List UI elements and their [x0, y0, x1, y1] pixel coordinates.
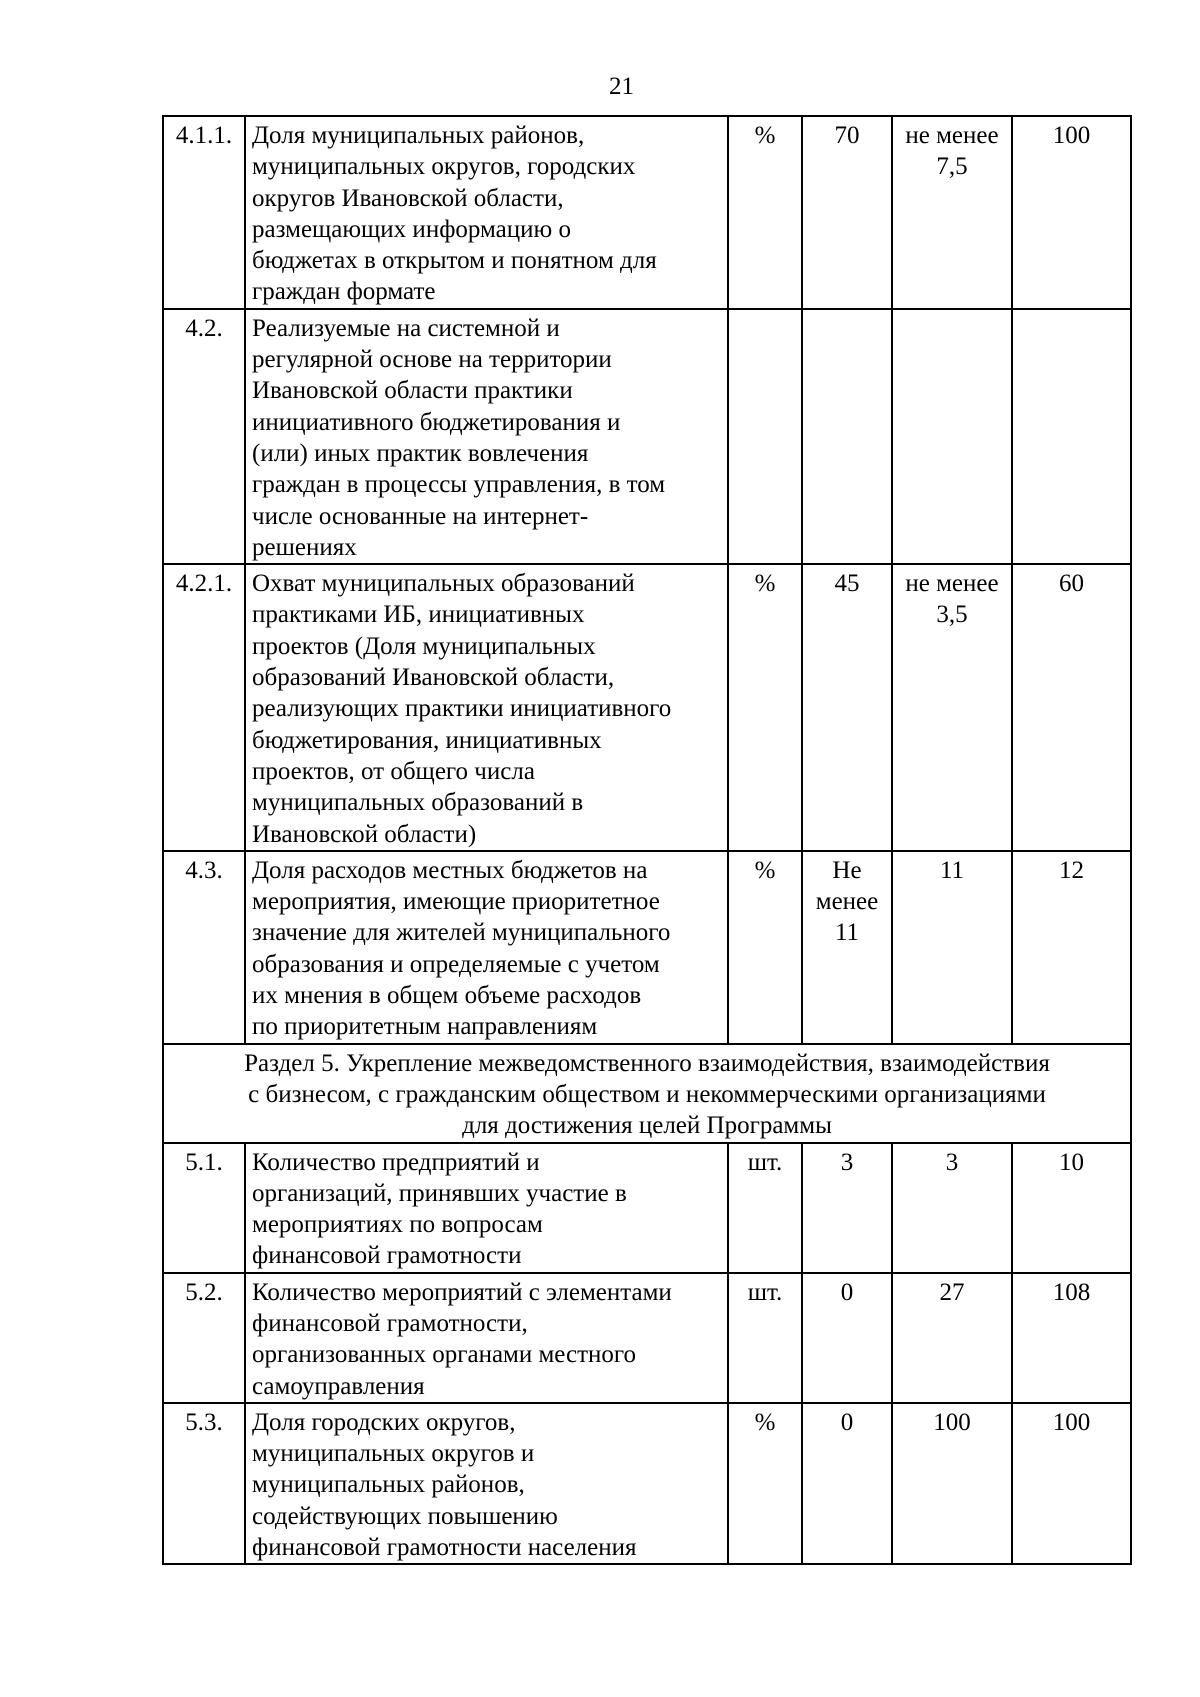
row-number-cell: 4.2.1.	[163, 564, 245, 851]
indicator-name-line: мероприятия, имеющие приоритетное	[252, 888, 660, 916]
indicator-name-line: бюджетах в открытом и понятном для	[252, 247, 657, 275]
interim-value-line: 11	[939, 856, 965, 884]
section-title-line: Раздел 5. Укрепление межведомственного взаимодействия, взаимодействия	[244, 1049, 1050, 1077]
table-row	[163, 1143, 1131, 1273]
target-value-line: 12	[1059, 856, 1084, 884]
indicator-name-line: инициативного бюджетирования и	[252, 408, 621, 436]
row-number-cell: 5.3.	[163, 1403, 245, 1564]
interim-value-cell	[892, 1273, 1012, 1403]
target-value-cell	[1012, 309, 1131, 564]
indicator-name-line: образований Ивановской области,	[252, 664, 615, 692]
indicator-name-line: по приоритетным направлениям	[252, 1013, 598, 1041]
indicator-name-line: самоуправления	[252, 1372, 425, 1400]
indicator-name-line: муниципальных районов,	[252, 1471, 525, 1499]
indicator-name-line: Ивановской области)	[252, 820, 477, 848]
indicator-name-line: финансовой грамотности,	[252, 1309, 528, 1337]
indicator-name-line: числе основанные на интернет-	[252, 502, 589, 530]
unit-cell: %	[728, 1403, 802, 1564]
base-value-line: 45	[834, 570, 860, 598]
base-value-line: 3	[840, 1148, 854, 1176]
indicator-name-line: организаций, принявших участие в	[252, 1179, 627, 1207]
indicator-name-line: Охват муниципальных образований	[252, 570, 635, 598]
table-row	[163, 1403, 1131, 1564]
unit-cell: шт.	[728, 1273, 802, 1403]
interim-value-line: не менее	[905, 122, 999, 149]
indicator-name-line: организованных органами местного	[252, 1341, 637, 1369]
interim-value-line: не менее	[905, 570, 999, 598]
interim-value-cell	[892, 564, 1012, 851]
base-value-cell	[802, 309, 892, 564]
target-value-cell	[1012, 564, 1131, 851]
indicator-name-cell	[245, 1143, 728, 1273]
section-title	[163, 1044, 1131, 1143]
indicator-name-line: размещающих информацию о	[252, 215, 571, 243]
indicator-name-line: практиками ИБ, инициативных	[252, 601, 585, 629]
indicator-name-line: муниципальных округов и	[252, 1440, 535, 1468]
indicator-name-cell	[245, 1273, 728, 1403]
table-row	[163, 564, 1131, 851]
unit-cell: %	[728, 851, 802, 1044]
indicator-name-cell	[245, 1403, 728, 1564]
indicator-name-line: Доля расходов местных бюджетов на	[252, 856, 648, 884]
target-value-cell	[1012, 851, 1131, 1044]
base-value-line: 11	[834, 919, 860, 947]
base-value-cell	[802, 1403, 892, 1564]
interim-value-cell	[892, 1143, 1012, 1273]
indicator-name-cell	[245, 564, 728, 851]
interim-value-line: 3,5	[936, 601, 968, 629]
row-number-cell: 4.2.	[163, 309, 245, 564]
indicator-name-line: муниципальных округов, городских	[252, 153, 636, 181]
indicator-name-cell	[245, 851, 728, 1044]
indicator-name-line: реализующих практики инициативного	[252, 695, 672, 723]
indicator-name-line: Доля муниципальных районов,	[252, 122, 585, 149]
row-number-cell: 5.1.	[163, 1143, 245, 1273]
indicator-name-line: регулярной основе на территории	[252, 346, 612, 374]
indicator-name-line: бюджетирования, инициативных	[252, 726, 602, 754]
indicators-table	[162, 115, 1132, 1565]
target-value-line: 100	[1052, 1408, 1091, 1436]
section-title-line: с бизнесом, с гражданским обществом и некоммерческими организациями	[248, 1080, 1046, 1108]
base-value-cell	[802, 116, 892, 309]
base-value-line: 0	[840, 1278, 854, 1306]
base-value-line: 70	[834, 122, 860, 149]
target-value-cell	[1012, 1403, 1131, 1564]
target-value-line: 60	[1059, 570, 1084, 598]
base-value-cell	[802, 1273, 892, 1403]
indicator-name-line: Реализуемые на системной и	[252, 314, 560, 342]
table-row	[163, 309, 1131, 564]
interim-value-line: 100	[933, 1408, 971, 1436]
base-value-cell	[802, 1143, 892, 1273]
base-value-cell	[802, 564, 892, 851]
table-row	[163, 851, 1131, 1044]
interim-value-line: 3	[945, 1148, 959, 1176]
base-value-line: Не	[832, 856, 862, 884]
unit-cell	[728, 309, 802, 564]
indicator-name-line: Доля городских округов,	[252, 1408, 516, 1436]
indicator-name-line: проектов (Доля муниципальных	[252, 632, 596, 660]
interim-value-cell	[892, 309, 1012, 564]
indicator-name-line: округов Ивановской области,	[252, 184, 564, 212]
target-value-line: 100	[1052, 122, 1091, 149]
table-body	[163, 116, 1131, 1564]
indicator-name-line: Количество мероприятий с элементами	[252, 1278, 672, 1306]
section-title-line: для достижения целей Программы	[462, 1112, 832, 1140]
table-row	[163, 116, 1131, 309]
unit-cell: %	[728, 116, 802, 309]
target-value-line: 10	[1059, 1148, 1084, 1176]
indicator-name-line: Количество предприятий и	[252, 1148, 540, 1176]
indicator-name-line: содействующих повышению	[252, 1502, 558, 1530]
indicator-name-line: граждан формате	[252, 278, 436, 306]
indicator-name-line: (или) иных практик вовлечения	[252, 439, 589, 467]
interim-value-line: 7,5	[936, 153, 968, 181]
base-value-line: менее	[815, 888, 879, 916]
table-row	[163, 1273, 1131, 1403]
row-number-cell: 4.1.1.	[163, 116, 245, 309]
indicator-name-line: Ивановской области практики	[252, 377, 573, 405]
indicator-name-line: значение для жителей муниципального	[252, 919, 671, 947]
target-value-cell	[1012, 1273, 1131, 1403]
interim-value-cell	[892, 116, 1012, 309]
section-header-row	[163, 1044, 1131, 1143]
target-value-cell	[1012, 116, 1131, 309]
indicator-name-line: их мнения в общем объеме расходов	[252, 982, 642, 1010]
page-number: 21	[609, 73, 634, 100]
indicator-name-line: проектов, от общего числа	[252, 757, 535, 785]
base-value-line: 0	[840, 1408, 854, 1436]
unit-cell: шт.	[728, 1143, 802, 1273]
indicator-name-line: муниципальных образований в	[252, 789, 584, 817]
target-value-line: 108	[1052, 1278, 1091, 1306]
interim-value-cell	[892, 1403, 1012, 1564]
indicator-name-line: финансовой грамотности	[252, 1242, 522, 1270]
indicator-name-line: решениях	[252, 533, 357, 561]
indicator-name-cell	[245, 116, 728, 309]
indicator-name-cell	[245, 309, 728, 564]
indicator-name-line: мероприятиях по вопросам	[252, 1211, 543, 1239]
base-value-cell	[802, 851, 892, 1044]
row-number-cell: 5.2.	[163, 1273, 245, 1403]
interim-value-line: 27	[939, 1278, 965, 1306]
interim-value-cell	[892, 851, 1012, 1044]
row-number-cell: 4.3.	[163, 851, 245, 1044]
indicator-name-line: граждан в процессы управления, в том	[252, 471, 666, 499]
indicator-name-line: финансовой грамотности населения	[252, 1534, 637, 1562]
indicator-name-line: образования и определяемые с учетом	[252, 950, 660, 978]
unit-cell: %	[728, 564, 802, 851]
target-value-cell	[1012, 1143, 1131, 1273]
